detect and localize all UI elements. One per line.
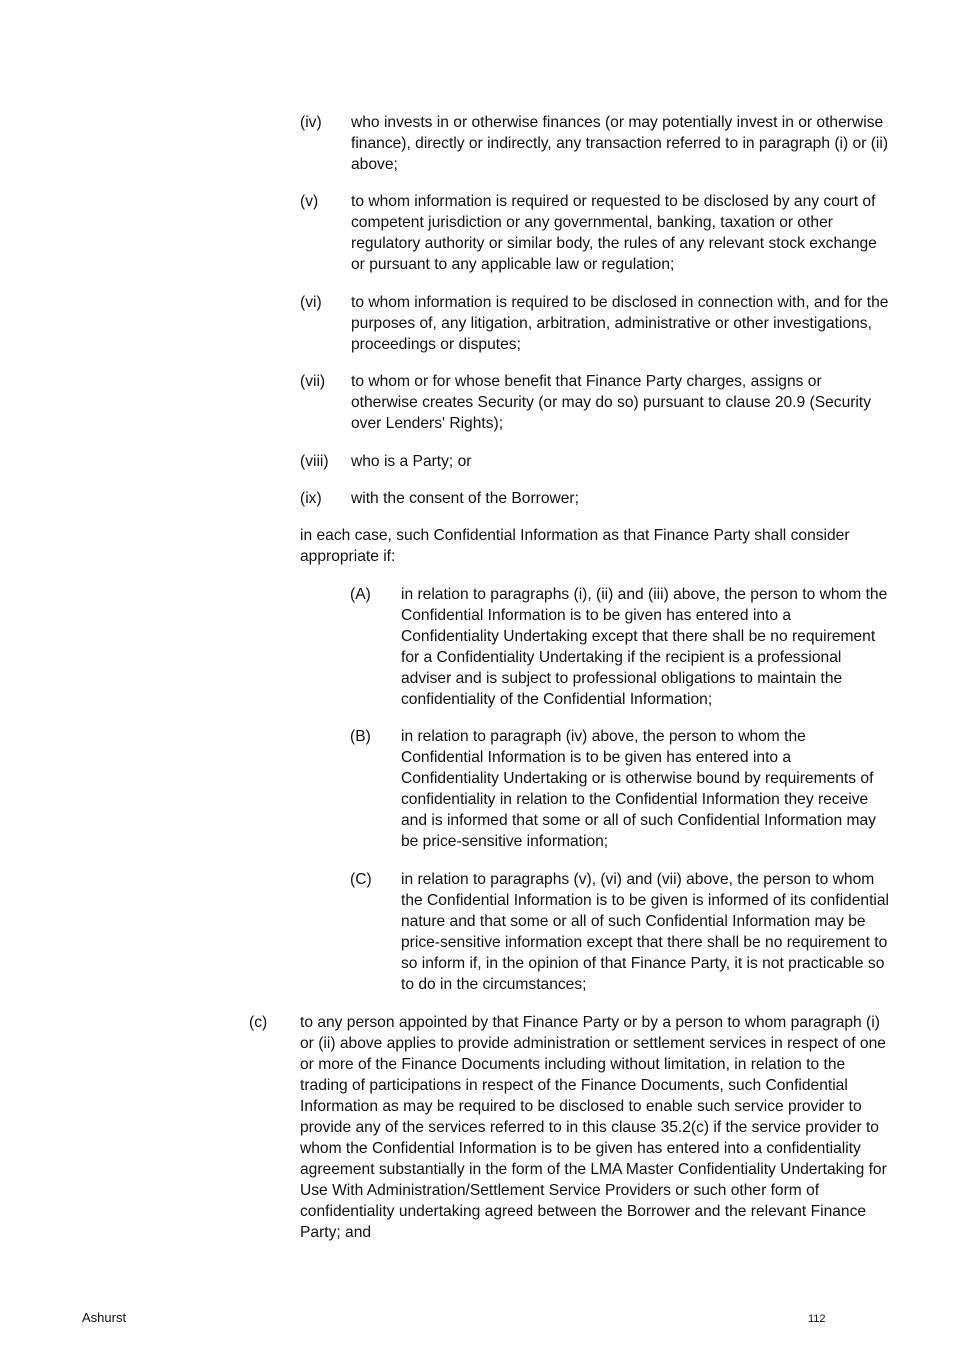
subclause-number: (B) [350, 728, 371, 745]
clause-text: to whom or for whose benefit that Finance Party charges, assigns or otherwise creates Security (or may do so) pursuant to clause 20.9 (Security over Lenders' Rights); [351, 373, 872, 432]
footer-firm-name: Ashurst [82, 1310, 127, 1325]
clause-number: (viii) [300, 453, 329, 470]
clause-number: (vi) [300, 294, 322, 311]
subclause-text: in relation to paragraphs (i), (ii) and (iii) above, the person to whom the Confidential Information is to be given has entered into a Confidentiality Undertaking except that there shall be no requirement for a Confidentiality Undertaking if the recipient is a professional adviser and is subject to professional obligations to maintain the confidentiality of the Confidential Information; [401, 586, 888, 708]
clause-text: who invests in or otherwise finances (or may potentially invest in or otherwise finance), directly or indirectly, any transaction referred to in paragraph (i) or (ii) above; [351, 114, 889, 173]
clause-number: (ix) [300, 490, 322, 507]
paragraph-text: to any person appointed by that Finance Party or by a person to whom paragraph (i) or (ii) above applies to provide administration or settlement services in respect of one or more of the Finance Documents including without limitation, in relation to the trading of participations in respect of the Finance Documents, such Confidential Information as may be required to be disclosed to enable such service provider to provide any of the services referred to in this clause 35.2(c) if the service provider to whom the Confidential Information is to be given has entered into a confidentiality agreement substantially in the form of the LMA Master Confidentiality Undertaking for Use With Administration/Settlement Service Providers or such other form of confidentiality undertaking agreed between the Borrower and the relevant Finance Party; and [300, 1014, 887, 1241]
in-each-case-paragraph: in each case, such Confidential Information as that Finance Party shall consider appropriate if: [300, 527, 850, 565]
clause-text: with the consent of the Borrower; [351, 490, 579, 507]
clause-number: (iv) [300, 114, 322, 131]
subclause-text: in relation to paragraph (iv) above, the person to whom the Confidential Information is to be given has entered into a Confidentiality Undertaking or is otherwise bound by requirements of confidentiality in relation to the Confidential Information they receive and is informed that some or all of such Confidential Information may be price-sensitive information; [401, 728, 876, 850]
paragraph-number: (c) [249, 1014, 268, 1031]
footer-page-number: 112 [808, 1313, 826, 1325]
subclause-number: (A) [350, 586, 371, 603]
clause-text: to whom information is required or requested to be disclosed by any court of competent jurisdiction or any governmental, banking, taxation or other regulatory authority or similar body, the rules of any relevant stock exchange or pursuant to any applicable law or regulation; [351, 193, 877, 273]
clause-number: (v) [300, 193, 319, 210]
subclause-number: (C) [350, 871, 372, 888]
subclause-text: in relation to paragraphs (v), (vi) and (vii) above, the person to whom the Confidential Information is to be given is informed of its confidential nature and that some or all of such Confidential Information may be price-sensitive information except that there shall be no requirement to so inform if, in the opinion of that Finance Party, it is not practicable so to do in the circumstances; [401, 871, 890, 993]
clause-text: who is a Party; or [351, 453, 472, 470]
clause-text: to whom information is required to be disclosed in connection with, and for the purposes of, any litigation, arbitration, administrative or other investigations, proceedings or disputes; [351, 294, 889, 353]
clause-number: (vii) [300, 373, 326, 390]
